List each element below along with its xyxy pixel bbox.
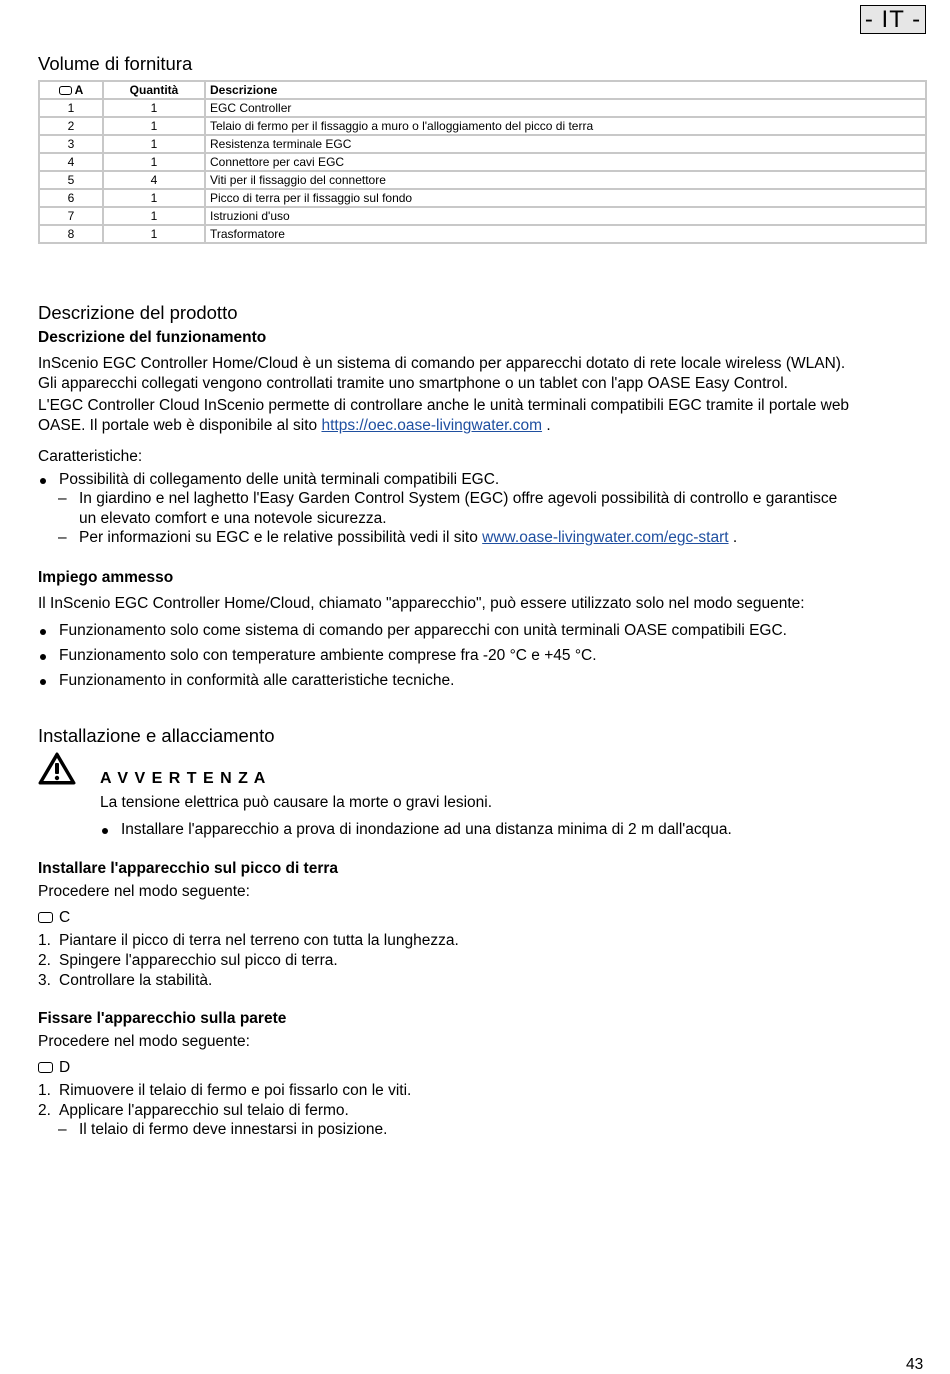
warning-triangle-icon [38, 752, 76, 786]
list-item [38, 951, 927, 971]
features-list [38, 470, 927, 548]
table-row [39, 135, 926, 153]
row-qty-cell: 1 [103, 189, 205, 207]
product-paragraph-1: InScenio EGC Controller Home/Cloud è un sistema di comando per apparecchi dotato di rete locale wireless (WLAN). [38, 355, 846, 372]
list-item [38, 971, 927, 991]
col-desc-header: Descrizione [205, 81, 926, 99]
list-item [38, 1101, 927, 1121]
bullet-icon [40, 679, 46, 685]
list-item [38, 931, 927, 951]
use-intro: Il InScenio EGC Controller Home/Cloud, chiamato "apparecchio", può essere utilizzato solo nel modo seguente: [38, 595, 805, 612]
warning-list [100, 820, 927, 840]
install-heading: Installazione e allacciamento [38, 725, 275, 746]
step-number: 3. [38, 972, 51, 989]
product-heading: Descrizione del prodotto [38, 302, 238, 323]
step-text: Piantare il picco di terra nel terreno con tutta la lunghezza. [59, 932, 459, 949]
wall-sub-list [38, 1120, 927, 1140]
col-a-header: A [39, 81, 103, 99]
row-qty-cell: 1 [103, 225, 205, 243]
bullet-icon [40, 654, 46, 660]
step-number: 1. [38, 932, 51, 949]
table-row [39, 117, 926, 135]
row-a-cell: 8 [39, 225, 103, 243]
ground-figure-ref: C [38, 908, 70, 928]
features-label: Caratteristiche: [38, 448, 143, 465]
row-qty-cell: 4 [103, 171, 205, 189]
step-number: 2. [38, 952, 51, 969]
col-qty-header: Quantità [103, 81, 205, 99]
list-item: – Il telaio di fermo deve innestarsi in posizione. [58, 1121, 388, 1138]
step-text: Spingere l'apparecchio sul picco di terra. [59, 952, 338, 969]
figure-icon [38, 912, 53, 923]
figure-icon [59, 86, 72, 95]
dash-icon: – [58, 529, 67, 546]
table-header-row [39, 81, 926, 99]
row-qty-cell: 1 [103, 153, 205, 171]
list-item [38, 1081, 927, 1101]
step-text: Applicare l'apparecchio sul telaio di fermo. [59, 1102, 349, 1119]
table-row [39, 153, 926, 171]
table-row [39, 207, 926, 225]
row-qty-cell: 1 [103, 207, 205, 225]
wall-heading: Fissare l'apparecchio sulla parete [38, 1010, 287, 1027]
egc-start-link[interactable]: www.oase-livingwater.com/egc-start [482, 529, 729, 546]
warning-title: A V V E R T E N Z A [100, 770, 267, 787]
row-a-cell: 5 [39, 171, 103, 189]
bullet-icon [40, 629, 46, 635]
wall-steps-list [38, 1081, 927, 1121]
row-a-cell: 3 [39, 135, 103, 153]
warning-text: La tensione elettrica può causare la morte o gravi lesioni. [100, 794, 493, 811]
use-heading: Impiego ammesso [38, 569, 174, 586]
step-number: 1. [38, 1082, 51, 1099]
row-qty-cell: 1 [103, 99, 205, 117]
language-badge: - IT - [860, 5, 926, 34]
ground-steps-list [38, 931, 927, 991]
row-desc-cell: Trasformatore [205, 225, 926, 243]
supply-table [38, 80, 927, 244]
supply-heading: Volume di fornitura [38, 53, 193, 74]
dash-icon: – [58, 490, 67, 507]
list-item: Funzionamento solo con temperature ambiente comprese fra -20 °C e +45 °C. [38, 646, 927, 671]
row-desc-cell: Telaio di fermo per il fissaggio a muro o l'alloggiamento del picco di terra [205, 117, 926, 135]
product-paragraph-3-cont: OASE. Il portale web è disponibile al sito https://oec.oase-livingwater.com . [38, 417, 551, 434]
list-item: Funzionamento solo come sistema di comando per apparecchi con unità terminali OASE compatibili EGC. [38, 621, 927, 646]
row-a-cell: 1 [39, 99, 103, 117]
row-a-cell: 6 [39, 189, 103, 207]
list-item: Funzionamento in conformità alle caratteristiche tecniche. [38, 671, 927, 696]
row-desc-cell: Istruzioni d'uso [205, 207, 926, 225]
step-number: 2. [38, 1102, 51, 1119]
table-row [39, 99, 926, 117]
product-paragraph-3: L'EGC Controller Cloud InScenio permette di controllare anche le unità terminali compatibili EGC tramite il portale web [38, 397, 850, 414]
bullet-icon [102, 828, 108, 834]
portal-link[interactable]: https://oec.oase-livingwater.com [321, 417, 543, 434]
row-a-cell: 4 [39, 153, 103, 171]
list-item: Installare l'apparecchio a prova di inondazione ad una distanza minima di 2 m dall'acqua. [100, 820, 927, 840]
wall-intro: Procedere nel modo seguente: [38, 1033, 250, 1050]
list-item: – In giardino e nel laghetto l'Easy Garden Control System (EGC) offre agevoli possibilità di controllo e garantisce un elevato comfort e una notevole sicurezza. [58, 490, 838, 527]
row-desc-cell: Connettore per cavi EGC [205, 153, 926, 171]
row-desc-cell: Picco di terra per il fissaggio sul fondo [205, 189, 926, 207]
list-item: – Per informazioni su EGC e le relative possibilità vedi il sito www.oase-livingwater.com/egc-start . [58, 529, 738, 546]
use-list [38, 621, 927, 696]
table-row [39, 225, 926, 243]
ground-heading: Installare l'apparecchio sul picco di terra [38, 860, 339, 877]
step-text: Controllare la stabilità. [59, 972, 213, 989]
row-qty-cell: 1 [103, 135, 205, 153]
table-row [39, 171, 926, 189]
row-a-cell: 7 [39, 207, 103, 225]
wall-figure-ref: D [38, 1058, 70, 1078]
row-desc-cell: EGC Controller [205, 99, 926, 117]
list-item: Possibilità di collegamento delle unità terminali compatibili EGC. [38, 470, 927, 490]
row-a-cell: 2 [39, 117, 103, 135]
product-paragraph-2: Gli apparecchi collegati vengono controllati tramite uno smartphone o un tablet con l'app OASE Easy Control. [38, 375, 788, 392]
page-number: 43 [906, 1356, 924, 1373]
row-desc-cell: Viti per il fissaggio del connettore [205, 171, 926, 189]
figure-icon [38, 1062, 53, 1073]
step-text: Rimuovere il telaio di fermo e poi fissarlo con le viti. [59, 1082, 412, 1099]
row-desc-cell: Resistenza terminale EGC [205, 135, 926, 153]
table-row [39, 189, 926, 207]
bullet-icon [40, 478, 46, 484]
row-qty-cell: 1 [103, 117, 205, 135]
ground-intro: Procedere nel modo seguente: [38, 883, 250, 900]
function-heading: Descrizione del funzionamento [38, 329, 267, 346]
dash-icon: – [58, 1121, 67, 1138]
